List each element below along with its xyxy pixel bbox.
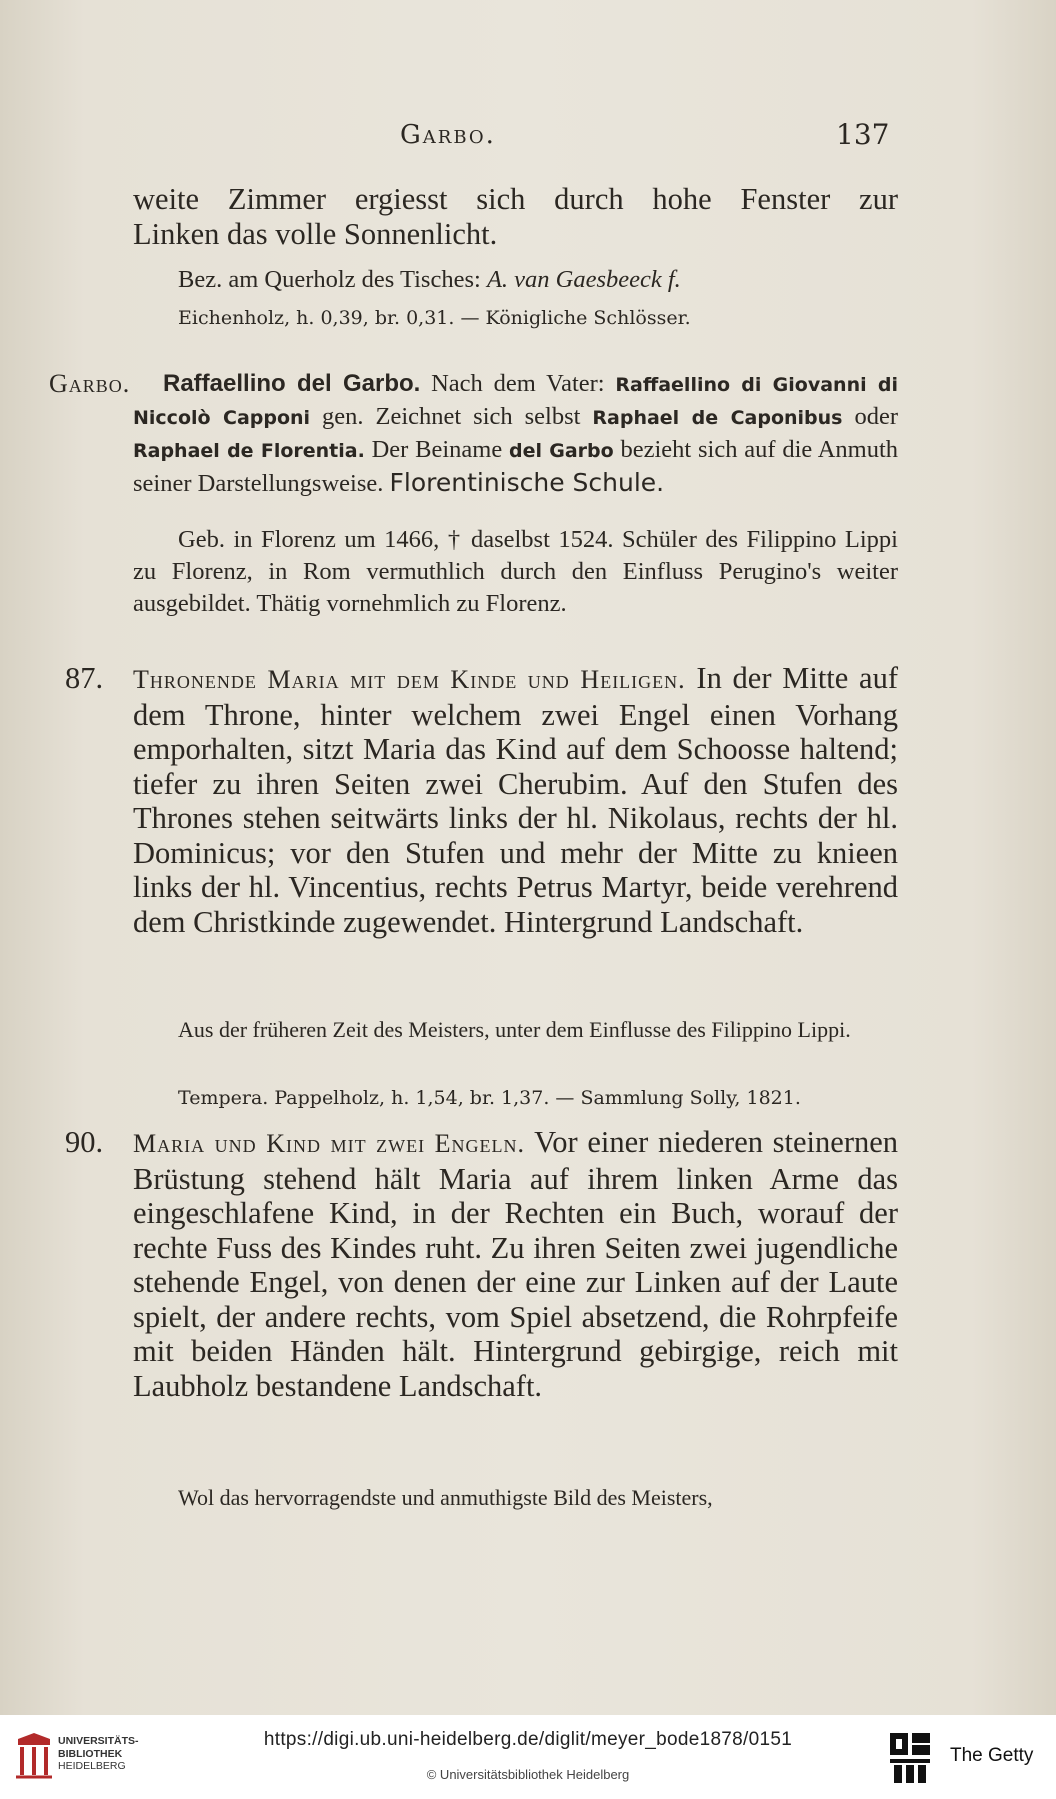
intro-meta: Eichenholz, h. 0,39, br. 0,31. — Königliche Schlösser. — [178, 307, 691, 329]
artist-signature-1: Raphael de Caponibus — [592, 407, 843, 429]
entry-90-number: 90. — [65, 1125, 104, 1159]
artist-bio: Geb. in Florenz um 1466, † daselbst 1524. Schüler des Filippino Lippi zu Florenz, in Rom vermuthlich durch den Einfluss Perugino's weiter ausgebildet. Thätig vornehmlich zu Florenz. — [133, 526, 898, 617]
viewer-footer — [0, 1715, 1056, 1799]
signature-name: A. van Gaesbeeck f. — [486, 266, 681, 293]
artist-school: Florentinische Schule. — [389, 468, 665, 497]
entry-87 — [65, 661, 898, 939]
entry-87-title: Thronende Maria mit dem Kinde und Heiligen. — [133, 665, 686, 694]
entry-87-meta: Tempera. Pappelholz, h. 1,54, br. 1,37. — Sammlung Solly, 1821. — [178, 1087, 801, 1109]
signature-note — [133, 264, 898, 296]
library-line-1: UNIVERSITÄTS- — [58, 1735, 139, 1747]
intro-text — [133, 182, 898, 251]
artist-lead: Garbo. — [49, 369, 131, 398]
entry-87-note: Aus der früheren Zeit des Meisters, unter dem Einflusse des Filippino Lippi. — [178, 1017, 851, 1042]
running-head-title: Garbo. — [400, 120, 496, 150]
artist-text-4: Der Beiname — [364, 436, 509, 463]
entry-90 — [65, 1125, 899, 1403]
artist-text-2: gen. Zeichnet sich selbst — [310, 403, 593, 430]
running-head — [0, 118, 1056, 158]
page-url-link[interactable]: https://digi.ub.uni-heidelberg.de/diglit/meyer_bode1878/0151 — [263, 1729, 793, 1750]
artist-fullname: Raffaellino di Giovanni di Niccolò Capponi — [133, 374, 898, 429]
signature-prefix: Bez. am Querholz des Tisches: — [178, 266, 487, 293]
entry-90-note: Wol das hervorragendste und anmuthigste Bild des Meisters, — [178, 1485, 713, 1510]
artist-nickname: del Garbo — [508, 440, 614, 462]
entry-90-text: Vor einer niederen steinernen Brüstung stehend hält Maria auf ihrem linken Arme das eingeschlafene Kind, in der Rechten ein Buch, worauf der rechte Fuss des Kindes ruht. Zu ihren Seiten zwei jugendliche stehende Engel, von denen der eine zur Linken auf der Laute spielt, der andere rechts, vom Spiel absetzend, die Rohrpfeife mit beiden Händen hält. Hintergrund gebirgige, reich mit Laubholz bestandene Landschaft. — [133, 1125, 899, 1403]
artist-text-3: oder — [842, 403, 898, 430]
artist-name: Raffaellino del Garbo. — [163, 370, 421, 397]
entry-87-number: 87. — [65, 661, 104, 695]
artist-signature-2: Raphael de Florentia. — [133, 440, 365, 462]
getty-label: The Getty — [950, 1745, 1034, 1766]
library-line-2: BIBLIOTHEK — [58, 1747, 123, 1760]
getty-logo-icon — [888, 1729, 932, 1785]
artist-entry — [49, 368, 899, 500]
intro-line-1: weite Zimmer ergiesst sich durch hohe Fenster zur — [133, 182, 898, 216]
entry-90-title: Maria und Kind mit zwei Engeln. — [133, 1129, 526, 1158]
artist-text-5: bezieht sich auf die Anmuth seiner Darstellungsweise. — [133, 436, 899, 497]
intro-line-2: Linken das volle Sonnenlicht. — [133, 216, 498, 251]
library-line-3: HEIDELBERG — [58, 1760, 126, 1772]
page-number: 137 — [836, 118, 890, 151]
entry-87-text: In der Mitte auf dem Throne, hinter welchem zwei Engel einen Vorhang emporhalten, sitzt Maria das Kind auf dem Schoosse haltend; tiefer zu ihren Seiten zwei Cherubim. Auf den Stufen des Thrones stehen seitwärts links der hl. Nikolaus, rechts der hl. Dominicus; vor den Stufen und mehr der Mitte zu knieen links der hl. Vincentius, rechts Petrus Martyr, beide verehrend dem Christkinde zugewendet. Hintergrund Landschaft. — [133, 661, 898, 939]
copyright-notice: © Universitätsbibliothek Heidelberg — [426, 1767, 630, 1782]
artist-text-1: Nach dem Vater: — [420, 370, 616, 397]
